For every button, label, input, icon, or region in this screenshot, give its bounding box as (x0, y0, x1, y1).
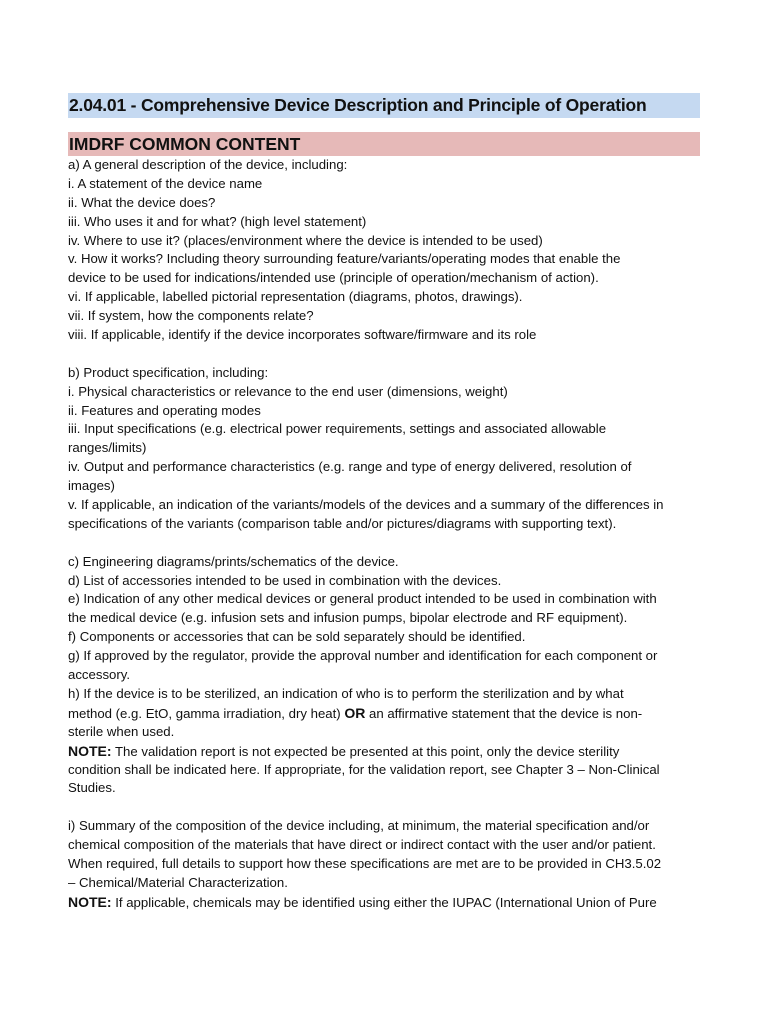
text-line (68, 496, 700, 515)
text-line (68, 553, 700, 572)
text-line (68, 402, 700, 421)
text-line (68, 420, 700, 439)
document-content (68, 93, 700, 912)
line-text: vii. If system, how the components relate? (68, 308, 314, 324)
line-text: iv. Where to use it? (places/environment where the device is intended to be used) (68, 232, 543, 248)
line-text: i. A statement of the device name (68, 175, 263, 191)
text-line (68, 628, 700, 647)
line-text: g) If approved by the regulator, provide the approval number and identification for each component or (68, 648, 658, 664)
text-line (68, 477, 700, 496)
text-line (68, 742, 700, 761)
line-text: accessory. (68, 667, 131, 683)
line-text: iv. Output and performance characteristics (e.g. range and type of energy delivered, resolution of (68, 459, 632, 475)
line-text: i) Summary of the composition of the device including, at minimum, the material specification and/or (68, 818, 650, 834)
text-line (68, 779, 700, 798)
document-body (68, 156, 700, 912)
line-text: ii. What the device does? (68, 194, 216, 210)
blank-line (68, 534, 700, 553)
line-text: The validation report is not expected be presented at this point, only the device sterility (111, 743, 620, 759)
text-line (68, 761, 700, 780)
line-text: condition shall be indicated here. If appropriate, for the validation report, see Chapter 3 – Non-Clinical (68, 761, 660, 777)
text-line (68, 232, 700, 251)
line-text: – Chemical/Material Characterization. (68, 874, 288, 890)
line-text: ranges/limits) (68, 440, 147, 456)
text-line (68, 439, 700, 458)
line-text: h) If the device is to be sterilized, an indication of who is to perform the sterilization and by what (68, 685, 624, 701)
line-text: sterile when used. (68, 723, 175, 739)
line-text: f) Components or accessories that can be sold separately should be identified. (68, 629, 526, 645)
line-text: b) Product specification, including: (68, 364, 269, 380)
line-text: device to be used for indications/intended use (principle of operation/mechanism of action). (68, 270, 599, 286)
line-text: v. How it works? Including theory surrounding feature/variants/operating modes that enable the (68, 251, 621, 267)
blank-line (68, 345, 700, 364)
text-line (68, 194, 700, 213)
line-text: an affirmative statement that the device is non- (365, 705, 643, 721)
line-text: images) (68, 478, 115, 494)
text-line (68, 288, 700, 307)
bold-keyword: NOTE: (68, 893, 112, 910)
line-text: i. Physical characteristics or relevance to the end user (dimensions, weight) (68, 383, 508, 399)
line-text: When required, full details to support how these specifications are met are to be provided in CH3.5.02 (68, 855, 662, 871)
line-text: specifications of the variants (comparison table and/or pictures/diagrams with supporting text). (68, 515, 617, 531)
bold-keyword: NOTE: (68, 742, 112, 759)
line-text: c) Engineering diagrams/prints/schematics of the device. (68, 553, 399, 569)
document-title: 2.04.01 - Comprehensive Device Description and Principle of Operation (68, 93, 700, 118)
text-line (68, 515, 700, 534)
text-line (68, 590, 700, 609)
text-line (68, 817, 700, 836)
line-text: e) Indication of any other medical devices or general product intended to be used in combination with (68, 591, 657, 607)
section-heading: IMDRF COMMON CONTENT (68, 132, 700, 156)
line-text: viii. If applicable, identify if the device incorporates software/firmware and its role (68, 327, 537, 343)
blank-line (68, 798, 700, 817)
line-text: vi. If applicable, labelled pictorial representation (diagrams, photos, drawings). (68, 289, 523, 305)
text-line (68, 213, 700, 232)
text-line (68, 250, 700, 269)
text-line (68, 269, 700, 288)
line-text: ii. Features and operating modes (68, 402, 261, 418)
text-line (68, 685, 700, 704)
text-line (68, 855, 700, 874)
line-text: a) A general description of the device, including: (68, 157, 348, 172)
line-text: If applicable, chemicals may be identified using either the IUPAC (International Union of Pure (111, 894, 657, 910)
bold-keyword: OR (344, 704, 366, 721)
text-line (68, 723, 700, 742)
line-text: iii. Who uses it and for what? (high level statement) (68, 213, 367, 229)
text-line (68, 326, 700, 345)
line-text: Studies. (68, 780, 116, 796)
line-text: method (e.g. EtO, gamma irradiation, dry heat) (68, 705, 345, 721)
text-line (68, 175, 700, 194)
text-line (68, 874, 700, 893)
text-line (68, 666, 700, 685)
text-line (68, 893, 700, 912)
text-line (68, 364, 700, 383)
text-line (68, 307, 700, 326)
text-line (68, 609, 700, 628)
text-line (68, 572, 700, 591)
line-text: d) List of accessories intended to be used in combination with the devices. (68, 572, 502, 588)
line-text: iii. Input specifications (e.g. electrical power requirements, settings and associated allowable (68, 421, 607, 437)
line-text: v. If applicable, an indication of the variants/models of the devices and a summary of the differences in (68, 497, 664, 513)
text-line (68, 156, 700, 175)
text-line (68, 704, 700, 723)
text-line (68, 647, 700, 666)
line-text: chemical composition of the materials that have direct or indirect contact with the user and/or patient. (68, 837, 656, 853)
text-line (68, 458, 700, 477)
text-line (68, 383, 700, 402)
line-text: the medical device (e.g. infusion sets and infusion pumps, bipolar electrode and RF equipment). (68, 610, 628, 626)
text-line (68, 836, 700, 855)
